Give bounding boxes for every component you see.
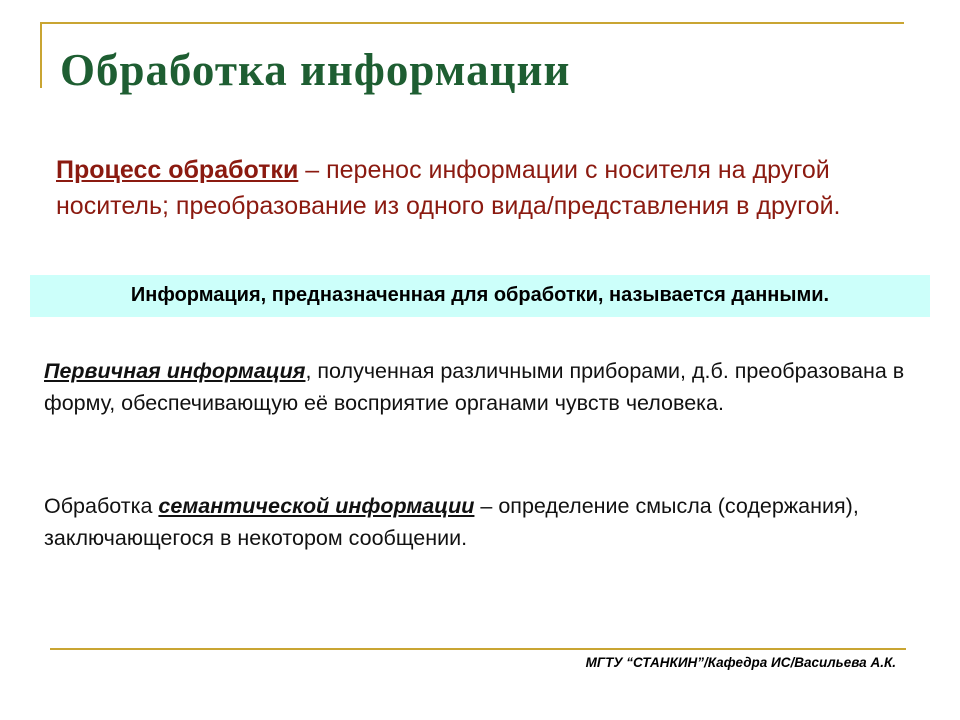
slide-title: Обработка информации <box>60 45 571 95</box>
process-definition <box>56 152 916 224</box>
slide-footer: МГТУ “СТАНКИН”/Кафедра ИС/Васильева А.К. <box>585 655 896 670</box>
semantic-info-paragraph <box>44 490 924 554</box>
footer-divider <box>50 648 906 650</box>
semantic-info-prefix: Обработка <box>44 494 159 518</box>
primary-info-text: , полученная различными приборами, д.б. преобразована в форму, обеспечивающую её восприятие органами чувств человека. <box>44 359 905 415</box>
primary-info-paragraph <box>44 355 924 419</box>
semantic-info-term: семантической информации <box>158 494 475 518</box>
process-definition-text: – перенос информации с носителя на другой носитель; преобразование из одного вида/представления в другой. <box>56 156 841 220</box>
primary-info-term: Первичная информация <box>44 359 306 383</box>
semantic-info-text: – определение смысла (содержания), заключающегося в некотором сообщении. <box>44 494 859 550</box>
process-term: Процесс обработки <box>56 156 299 184</box>
data-definition-banner: Информация, предназначенная для обработки, называется данными. <box>30 275 930 317</box>
left-frame-line <box>40 22 42 88</box>
top-frame-line <box>42 22 904 24</box>
